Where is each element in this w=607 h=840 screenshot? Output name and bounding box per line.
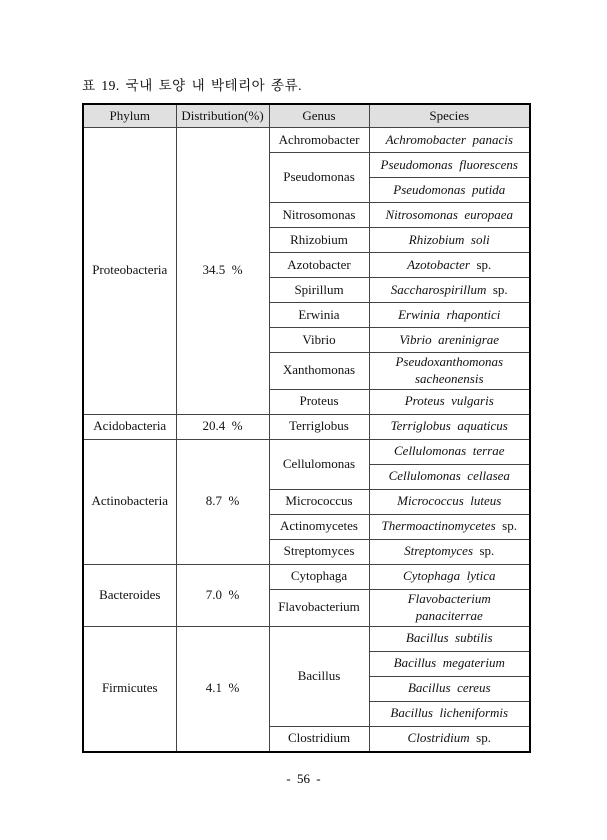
species-name: Flavobacterium panaciterrae — [407, 590, 491, 623]
species-name: Clostridium — [407, 730, 470, 746]
species-cell — [369, 389, 530, 414]
table-row — [83, 439, 530, 464]
species-cell — [369, 514, 530, 539]
species-cell — [369, 651, 530, 676]
species-name: Vibrio areninigrae — [399, 331, 500, 347]
genus-cell: Flavobacterium — [269, 589, 369, 626]
genus-cell: Proteus — [269, 389, 369, 414]
species-suffix: sp. — [476, 730, 491, 746]
species-cell — [369, 128, 530, 153]
distribution-cell: 20.4 % — [176, 414, 269, 439]
phylum-cell: Firmicutes — [83, 626, 176, 752]
species-name: Cytophaga lytica — [403, 568, 496, 584]
species-cell — [369, 414, 530, 439]
genus-cell: Actinomycetes — [269, 514, 369, 539]
genus-cell: Cellulomonas — [269, 439, 369, 489]
species-suffix: sp. — [476, 256, 492, 272]
species-cell — [369, 489, 530, 514]
genus-cell: Terriglobus — [269, 414, 369, 439]
table-row — [83, 128, 530, 153]
genus-cell: Micrococcus — [269, 489, 369, 514]
species-name: Pseudomonas fluorescens — [380, 156, 518, 172]
species-suffix: sp. — [502, 518, 517, 534]
genus-cell: Erwinia — [269, 303, 369, 328]
species-name: Achromobacter panacis — [385, 131, 513, 147]
species-cell — [369, 303, 530, 328]
species-name: Bacillus megaterium — [393, 655, 505, 671]
species-cell — [369, 539, 530, 564]
species-name: Terriglobus aquaticus — [390, 418, 508, 434]
species-cell — [369, 589, 530, 626]
genus-cell: Azotobacter — [269, 253, 369, 278]
species-cell — [369, 328, 530, 353]
genus-cell: Cytophaga — [269, 564, 369, 589]
table-row — [83, 626, 530, 651]
species-suffix: sp. — [479, 543, 495, 559]
distribution-cell: 7.0 % — [176, 564, 269, 626]
species-name: Erwinia rhapontici — [398, 306, 501, 322]
col-header-phylum: Phylum — [83, 104, 176, 128]
species-cell — [369, 564, 530, 589]
species-cell — [369, 253, 530, 278]
species-name: Cellulomonas terrae — [394, 443, 505, 459]
genus-cell: Achromobacter — [269, 128, 369, 153]
species-cell — [369, 439, 530, 464]
col-header-genus: Genus — [269, 104, 369, 128]
distribution-cell: 8.7 % — [176, 439, 269, 564]
species-cell — [369, 153, 530, 178]
species-suffix: sp. — [492, 281, 508, 297]
species-name: Thermoactinomycetes — [381, 518, 496, 534]
species-cell — [369, 726, 530, 752]
species-cell — [369, 464, 530, 489]
species-name: Rhizobium soli — [408, 231, 490, 247]
genus-cell: Streptomyces — [269, 539, 369, 564]
phylum-cell: Acidobacteria — [83, 414, 176, 439]
phylum-cell: Bacteroides — [83, 564, 176, 626]
genus-cell: Rhizobium — [269, 228, 369, 253]
species-name: Bacillus licheniformis — [390, 705, 509, 721]
table-caption: 표 19. 국내 토양 내 박테리아 종류. — [82, 78, 302, 93]
table-row — [83, 564, 530, 589]
table-row — [83, 414, 530, 439]
col-header-species: Species — [369, 104, 530, 128]
species-cell — [369, 701, 530, 726]
page-number: - 56 - — [286, 771, 321, 786]
species-name: Nitrosomonas europaea — [385, 206, 514, 222]
genus-cell: Vibrio — [269, 328, 369, 353]
species-name: Cellulomonas cellasea — [388, 468, 510, 484]
species-name: Pseudomonas putida — [393, 181, 506, 197]
species-name: Streptomyces — [404, 543, 473, 559]
col-header-distribution: Distribution(%) — [176, 104, 269, 128]
species-cell — [369, 626, 530, 651]
species-name: Proteus vulgaris — [404, 393, 494, 409]
species-name: Bacillus subtilis — [405, 630, 493, 646]
phylum-cell: Actinobacteria — [83, 439, 176, 564]
bacteria-table — [82, 103, 531, 753]
species-cell — [369, 353, 530, 390]
genus-cell: Nitrosomonas — [269, 203, 369, 228]
genus-cell: Pseudomonas — [269, 153, 369, 203]
species-cell — [369, 178, 530, 203]
species-name: Micrococcus luteus — [397, 493, 502, 509]
header-row — [83, 104, 530, 128]
genus-cell: Bacillus — [269, 626, 369, 726]
distribution-cell: 34.5 % — [176, 128, 269, 415]
species-name: Saccharospirillum — [390, 281, 487, 297]
species-cell — [369, 278, 530, 303]
species-cell — [369, 228, 530, 253]
species-cell — [369, 676, 530, 701]
species-name: Pseudoxanthomonas sacheonensis — [395, 354, 504, 386]
species-name: Azotobacter — [407, 256, 470, 272]
distribution-cell: 4.1 % — [176, 626, 269, 752]
genus-cell: Clostridium — [269, 726, 369, 752]
genus-cell: Spirillum — [269, 278, 369, 303]
phylum-cell: Proteobacteria — [83, 128, 176, 415]
species-cell — [369, 203, 530, 228]
species-name: Bacillus cereus — [407, 680, 491, 696]
genus-cell: Xanthomonas — [269, 353, 369, 390]
